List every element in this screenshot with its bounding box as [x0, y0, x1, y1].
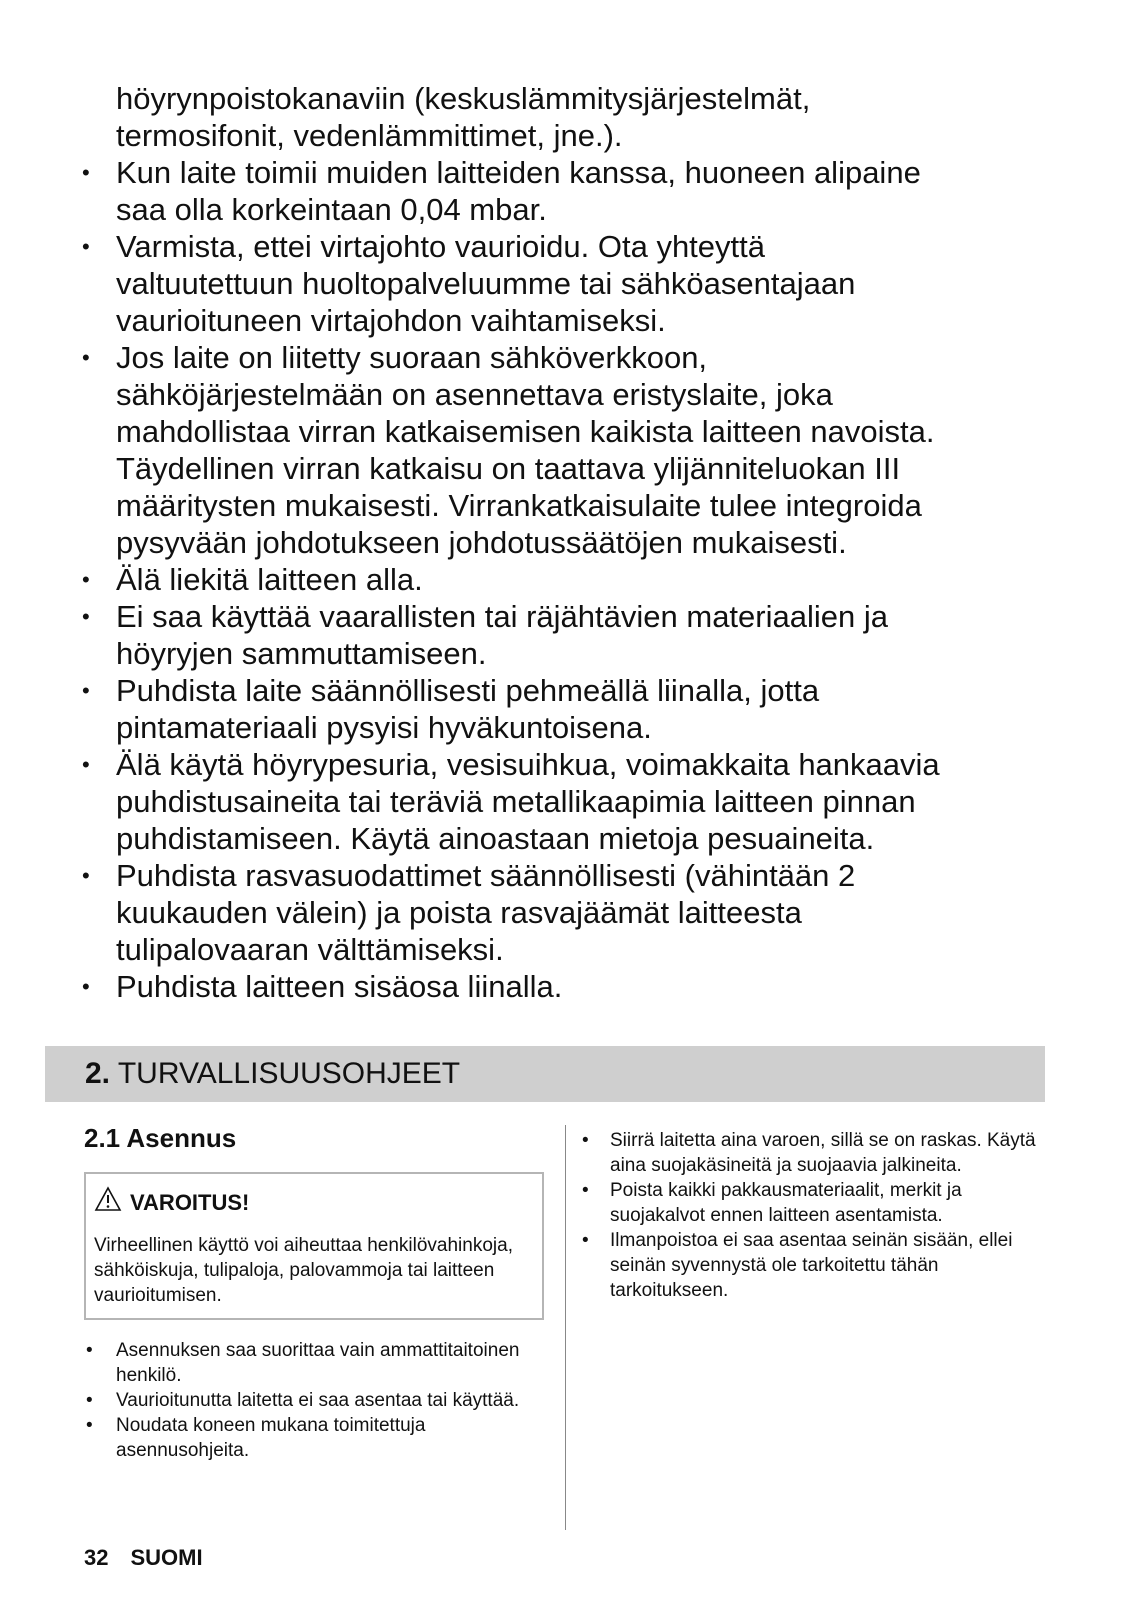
section-title: TURVALLISUUSOHJEET: [117, 1057, 461, 1090]
top-line: [78, 820, 1078, 857]
bullet: •: [82, 604, 90, 629]
line-text: höyryjen sammuttamiseen.: [116, 636, 487, 671]
top-line: [78, 191, 1078, 228]
top-line: [78, 154, 1078, 191]
list-item: [84, 1413, 552, 1463]
top-line: [78, 413, 1078, 450]
top-line: [78, 857, 1078, 894]
line-text: höyrynpoistokanaviin (keskuslämmitysjärjestelmät,: [116, 81, 811, 116]
line-text: Älä liekitä laitteen alla.: [116, 562, 423, 597]
bullet: •: [86, 1390, 93, 1411]
line-text: Älä käytä höyrypesuria, vesisuihkua, voimakkaita hankaavia: [116, 747, 940, 782]
top-line: [78, 931, 1078, 968]
line-text: Puhdista rasvasuodattimet säännöllisesti (vähintään 2: [116, 858, 856, 893]
warning-triangle-icon: [94, 1186, 130, 1219]
top-bullet-list: [78, 80, 1078, 1005]
warning-header: [94, 1186, 532, 1219]
bullet: •: [82, 974, 90, 999]
top-line: [78, 117, 1078, 154]
item-text: Noudata koneen mukana toimitettuja asennusohjeita.: [116, 1415, 426, 1461]
subsection-title: 2.1 Asennus: [84, 1123, 237, 1153]
right-column: [580, 1128, 1050, 1303]
top-line: [78, 450, 1078, 487]
top-line: [78, 339, 1078, 376]
item-text: Asennuksen saa suorittaa vain ammattitaitoinen henkilö.: [116, 1340, 520, 1386]
top-line: [78, 228, 1078, 265]
bullet: •: [582, 1130, 589, 1151]
bullet: •: [582, 1230, 589, 1251]
top-line: [78, 302, 1078, 339]
top-line: [78, 672, 1078, 709]
section-number: 2.: [85, 1057, 111, 1090]
top-line: [78, 598, 1078, 635]
left-column: [84, 1122, 552, 1463]
top-line: [78, 561, 1078, 598]
line-text: Varmista, ettei virtajohto vaurioidu. Ota yhteyttä: [116, 229, 766, 264]
line-text: pintamateriaali pysyisi hyväkuntoisena.: [116, 710, 652, 745]
footer-language: SUOMI: [130, 1545, 203, 1570]
item-text: Vaurioitunutta laitetta ei saa asentaa tai käyttää.: [116, 1390, 520, 1411]
top-line: [78, 80, 1078, 117]
line-text: Kun laite toimii muiden laitteiden kanssa, huoneen alipaine: [116, 155, 921, 190]
page-footer: [84, 1545, 225, 1571]
line-text: pysyvään johdotukseen johdotussäätöjen mukaisesti.: [116, 525, 847, 560]
bullet: •: [82, 234, 90, 259]
left-bullet-list: [84, 1338, 552, 1463]
page-number: 32: [84, 1545, 109, 1570]
bullet: •: [82, 678, 90, 703]
line-text: tulipalovaaran välttämiseksi.: [116, 932, 504, 967]
bullet: •: [82, 345, 90, 370]
line-text: mahdollistaa virran katkaisemisen kaikista laitteen navoista.: [116, 414, 935, 449]
top-line: [78, 265, 1078, 302]
line-text: Puhdista laite säännöllisesti pehmeällä liinalla, jotta: [116, 673, 820, 708]
bullet: •: [82, 567, 90, 592]
line-text: määritysten mukaisesti. Virrankatkaisulaite tulee integroida: [116, 488, 922, 523]
line-text: Ei saa käyttää vaarallisten tai räjähtävien materiaalien ja: [116, 599, 888, 634]
line-text: valtuutettuun huoltopalveluumme tai sähköasentajaan: [116, 266, 856, 301]
list-item: [84, 1388, 552, 1413]
section-heading: [45, 1046, 1045, 1102]
line-text: sähköjärjestelmään on asennettava eristyslaite, joka: [116, 377, 833, 412]
bullet: •: [82, 863, 90, 888]
bullet: •: [82, 752, 90, 777]
line-text: saa olla korkeintaan 0,04 mbar.: [116, 192, 547, 227]
line-text: puhdistamiseen. Käytä ainoastaan mietoja pesuaineita.: [116, 821, 875, 856]
item-text: Poista kaikki pakkausmateriaalit, merkit ja suojakalvot ennen laitteen asentamista.: [610, 1180, 962, 1226]
line-text: Puhdista laitteen sisäosa liinalla.: [116, 969, 563, 1004]
top-line: [78, 524, 1078, 561]
list-item: [580, 1128, 1050, 1178]
top-line: [78, 709, 1078, 746]
list-item: [580, 1178, 1050, 1228]
line-text: Täydellinen virran katkaisu on taattava ylijänniteluokan III: [116, 451, 901, 486]
top-line: [78, 635, 1078, 672]
line-text: kuukauden välein) ja poista rasvajäämät laitteesta: [116, 895, 802, 930]
bullet: •: [582, 1180, 589, 1201]
top-line: [78, 376, 1078, 413]
warning-title: VAROITUS!: [130, 1189, 250, 1215]
line-text: puhdistusaineita tai teräviä metallikaapimia laitteen pinnan: [116, 784, 916, 819]
bullet: •: [86, 1415, 93, 1436]
item-text: Siirrä laitetta aina varoen, sillä se on raskas. Käytä aina suojakäsineitä ja suojaavia jalkineita.: [610, 1130, 1036, 1176]
top-line: [78, 746, 1078, 783]
list-item: [84, 1338, 552, 1388]
warning-text: Virheellinen käyttö voi aiheuttaa henkilövahinkoja, sähköiskuja, tulipaloja, palovammoja tai laitteen vaurioitumisen.: [94, 1235, 513, 1306]
top-line: [78, 968, 1078, 1005]
column-divider: [565, 1125, 566, 1530]
list-item: [580, 1228, 1050, 1303]
line-text: vaurioituneen virtajohdon vaihtamiseksi.: [116, 303, 666, 338]
top-line: [78, 487, 1078, 524]
line-text: Jos laite on liitetty suoraan sähköverkkoon,: [116, 340, 708, 375]
bullet: •: [86, 1340, 93, 1361]
bullet: •: [82, 160, 90, 185]
warning-box: [84, 1172, 544, 1320]
line-text: termosifonit, vedenlämmittimet, jne.).: [116, 118, 623, 153]
item-text: Ilmanpoistoa ei saa asentaa seinän sisään, ellei seinän syvennystä ole tarkoitettu tähän tarkoitukseen.: [610, 1230, 1013, 1301]
top-line: [78, 894, 1078, 931]
top-line: [78, 783, 1078, 820]
